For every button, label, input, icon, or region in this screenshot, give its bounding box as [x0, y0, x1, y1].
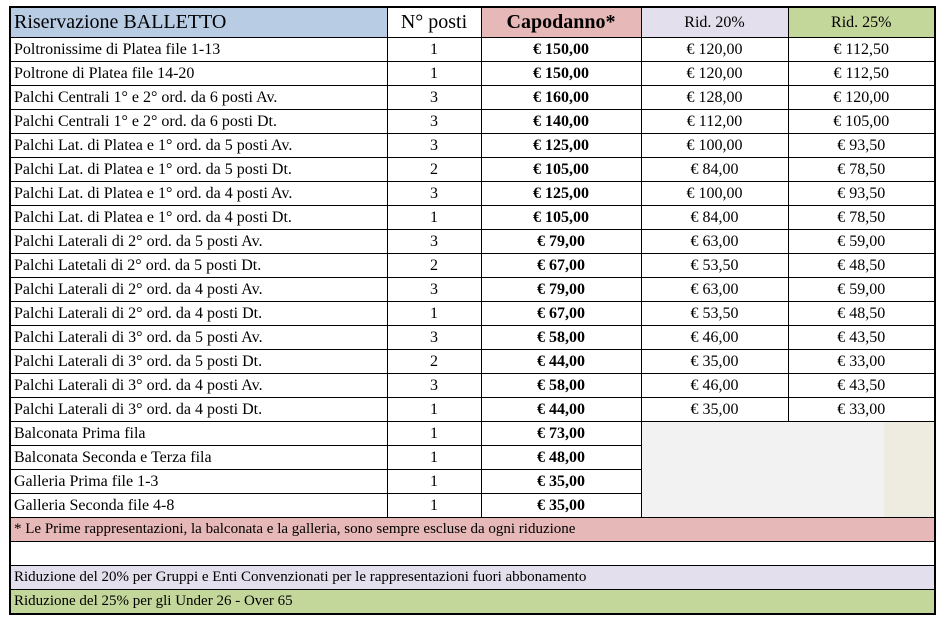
row-rid25: € 48,50 [788, 302, 935, 326]
header-posti: N° posti [387, 7, 481, 38]
row-rid25: € 93,50 [788, 182, 935, 206]
row-rid25: € 78,50 [788, 206, 935, 230]
row-capodanno: € 35,00 [481, 470, 641, 494]
table-row [10, 278, 935, 302]
row-rid20: € 120,00 [641, 62, 788, 86]
row-posti: 3 [387, 134, 481, 158]
row-rid20: € 100,00 [641, 182, 788, 206]
note-exclusion: * Le Prime rappresentazioni, la balconata e la galleria, sono sempre escluse da ogni riduzione [10, 518, 935, 542]
row-posti: 1 [387, 62, 481, 86]
row-rid20: € 46,00 [641, 326, 788, 350]
table-row [10, 302, 935, 326]
note-empty [10, 542, 935, 566]
row-posti: 3 [387, 326, 481, 350]
row-name: Palchi Lat. di Platea e 1° ord. da 4 posti Dt. [10, 206, 387, 230]
row-capodanno: € 67,00 [481, 302, 641, 326]
row-rid20: € 112,00 [641, 110, 788, 134]
note-row-empty [10, 542, 935, 566]
table-row [10, 230, 935, 254]
header-capodanno: Capodanno* [481, 7, 641, 38]
row-capodanno: € 44,00 [481, 350, 641, 374]
row-posti: 1 [387, 470, 481, 494]
row-capodanno: € 105,00 [481, 206, 641, 230]
row-rid25: € 59,00 [788, 230, 935, 254]
table-row [10, 254, 935, 278]
table-row [10, 398, 935, 422]
table-row [10, 134, 935, 158]
price-table [9, 6, 936, 615]
table-row [10, 206, 935, 230]
table-row [10, 422, 935, 446]
row-capodanno: € 67,00 [481, 254, 641, 278]
table-row [10, 38, 935, 62]
row-name: Galleria Seconda file 4-8 [10, 494, 387, 518]
row-posti: 1 [387, 38, 481, 62]
header-rid25: Rid. 25% [788, 7, 935, 38]
row-name: Palchi Laterali di 3° ord. da 4 posti Dt. [10, 398, 387, 422]
row-rid20: € 46,00 [641, 374, 788, 398]
row-rid25: € 43,50 [788, 374, 935, 398]
row-rid25: € 112,50 [788, 38, 935, 62]
row-capodanno: € 58,00 [481, 326, 641, 350]
row-rid25: € 33,00 [788, 350, 935, 374]
table-row [10, 350, 935, 374]
row-posti: 2 [387, 350, 481, 374]
row-name: Poltronissime di Platea file 1-13 [10, 38, 387, 62]
row-rid20: € 120,00 [641, 38, 788, 62]
row-posti: 3 [387, 110, 481, 134]
row-posti: 3 [387, 182, 481, 206]
row-posti: 1 [387, 206, 481, 230]
row-posti: 2 [387, 158, 481, 182]
table-body [10, 38, 935, 422]
row-capodanno: € 73,00 [481, 422, 641, 446]
row-posti: 3 [387, 374, 481, 398]
row-capodanno: € 79,00 [481, 230, 641, 254]
note-row-rid25 [10, 590, 935, 615]
table-row [10, 182, 935, 206]
table-row [10, 110, 935, 134]
row-capodanno: € 150,00 [481, 38, 641, 62]
row-rid25: € 93,50 [788, 134, 935, 158]
row-name: Galleria Prima file 1-3 [10, 470, 387, 494]
row-capodanno: € 105,00 [481, 158, 641, 182]
table-row [10, 62, 935, 86]
row-rid20: € 128,00 [641, 86, 788, 110]
row-name: Palchi Lat. di Platea e 1° ord. da 4 posti Av. [10, 182, 387, 206]
table-notes [10, 518, 935, 615]
row-rid20: € 53,50 [641, 302, 788, 326]
row-posti: 1 [387, 302, 481, 326]
note-row-rid20 [10, 566, 935, 590]
table-header-row [10, 7, 935, 38]
row-capodanno: € 160,00 [481, 86, 641, 110]
row-rid20: € 84,00 [641, 158, 788, 182]
row-capodanno: € 125,00 [481, 182, 641, 206]
note-rid25: Riduzione del 25% per gli Under 26 - Over 65 [10, 590, 935, 615]
row-rid20: € 35,00 [641, 350, 788, 374]
row-rid20: € 35,00 [641, 398, 788, 422]
row-rid20: € 100,00 [641, 134, 788, 158]
row-name: Palchi Laterali di 3° ord. da 5 posti Dt. [10, 350, 387, 374]
row-posti: 3 [387, 278, 481, 302]
table-row [10, 158, 935, 182]
row-capodanno: € 140,00 [481, 110, 641, 134]
header-title: Riservazione BALLETTO [10, 7, 387, 38]
note-row-exclusion [10, 518, 935, 542]
row-name: Palchi Laterali di 2° ord. da 4 posti Av. [10, 278, 387, 302]
row-posti: 3 [387, 230, 481, 254]
row-posti: 2 [387, 254, 481, 278]
table-row [10, 374, 935, 398]
row-rid20: € 84,00 [641, 206, 788, 230]
row-rid25: € 120,00 [788, 86, 935, 110]
row-rid25: € 78,50 [788, 158, 935, 182]
row-posti: 1 [387, 398, 481, 422]
row-name: Palchi Laterali di 3° ord. da 5 posti Av. [10, 326, 387, 350]
row-capodanno: € 35,00 [481, 494, 641, 518]
row-rid20: € 53,50 [641, 254, 788, 278]
row-capodanno: € 125,00 [481, 134, 641, 158]
row-rid25: € 105,00 [788, 110, 935, 134]
header-rid20: Rid. 20% [641, 7, 788, 38]
row-name: Palchi Laterali di 2° ord. da 5 posti Av. [10, 230, 387, 254]
row-name: Palchi Centrali 1° e 2° ord. da 6 posti Dt. [10, 110, 387, 134]
row-name: Poltrone di Platea file 14-20 [10, 62, 387, 86]
row-name: Palchi Lat. di Platea e 1° ord. da 5 posti Dt. [10, 158, 387, 182]
row-posti: 3 [387, 86, 481, 110]
row-rid25: € 48,50 [788, 254, 935, 278]
row-name: Palchi Laterali di 2° ord. da 4 posti Dt. [10, 302, 387, 326]
row-rid20: € 63,00 [641, 278, 788, 302]
table-body-no-discount [10, 422, 935, 518]
row-name: Palchi Latetali di 2° ord. da 5 posti Dt. [10, 254, 387, 278]
row-capodanno: € 150,00 [481, 62, 641, 86]
row-name: Palchi Lat. di Platea e 1° ord. da 5 posti Av. [10, 134, 387, 158]
row-posti: 1 [387, 422, 481, 446]
row-rid25: € 33,00 [788, 398, 935, 422]
table-row [10, 86, 935, 110]
note-rid20: Riduzione del 20% per Gruppi e Enti Convenzionati per le rappresentazioni fuori abbonamento [10, 566, 935, 590]
row-posti: 1 [387, 446, 481, 470]
row-name: Balconata Seconda e Terza fila [10, 446, 387, 470]
table-row [10, 326, 935, 350]
row-name: Balconata Prima fila [10, 422, 387, 446]
no-discount-blank-area [641, 422, 935, 518]
row-capodanno: € 44,00 [481, 398, 641, 422]
row-posti: 1 [387, 494, 481, 518]
row-rid25: € 43,50 [788, 326, 935, 350]
row-capodanno: € 79,00 [481, 278, 641, 302]
row-capodanno: € 58,00 [481, 374, 641, 398]
row-rid25: € 59,00 [788, 278, 935, 302]
row-capodanno: € 48,00 [481, 446, 641, 470]
row-name: Palchi Centrali 1° e 2° ord. da 6 posti Av. [10, 86, 387, 110]
row-rid25: € 112,50 [788, 62, 935, 86]
row-name: Palchi Laterali di 3° ord. da 4 posti Av. [10, 374, 387, 398]
row-rid20: € 63,00 [641, 230, 788, 254]
price-table-container [9, 6, 936, 615]
